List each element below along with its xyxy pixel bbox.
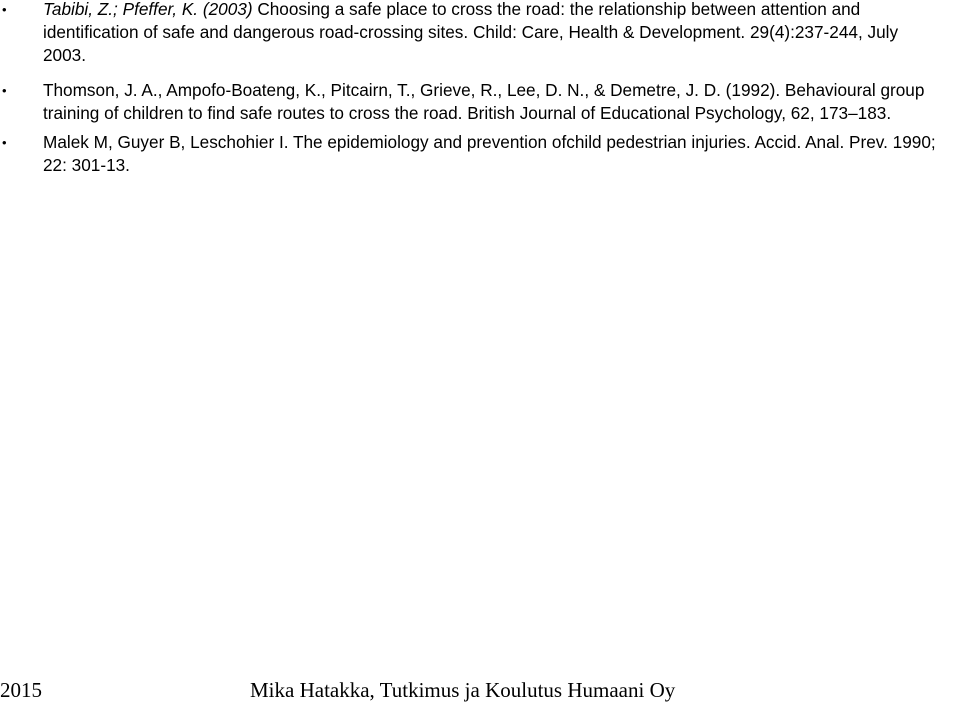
reference-text: Malek M, Guyer B, Leschohier I. The epidemiology and prevention ofchild pedestrian injuries. Accid. Anal. Prev. 1990; 22: 301-13.: [43, 132, 936, 175]
reference-item: [0, 0, 960, 67]
bullet-icon: •: [2, 2, 7, 17]
bullet-icon: •: [2, 83, 7, 98]
reference-text: Thomson, J. A., Ampofo-Boateng, K., Pitcairn, T., Grieve, R., Lee, D. N., & Demetre, J. D. (1992). Behavioural group training of children to find safe routes to cross the road. British Journal of Educational Psychology, 62, 173–183.: [43, 80, 925, 123]
reference-item: [0, 131, 960, 177]
footer-organization: Mika Hatakka, Tutkimus ja Koulutus Humaani Oy: [250, 678, 676, 702]
bullet-icon: •: [2, 135, 7, 150]
reference-item: [0, 79, 960, 125]
footer-year: 2015: [0, 678, 42, 702]
page-footer: [0, 672, 960, 708]
reference-list: [0, 0, 960, 177]
reference-text: Choosing a safe place to cross the road: the relationship between attention and identification of safe and dangerous road-crossing sites. Child: Care, Health & Development. 29(4):237-244, July 2003.: [43, 0, 899, 65]
reference-authors-italic: Tabibi, Z.; Pfeffer, K. (2003): [43, 0, 258, 19]
